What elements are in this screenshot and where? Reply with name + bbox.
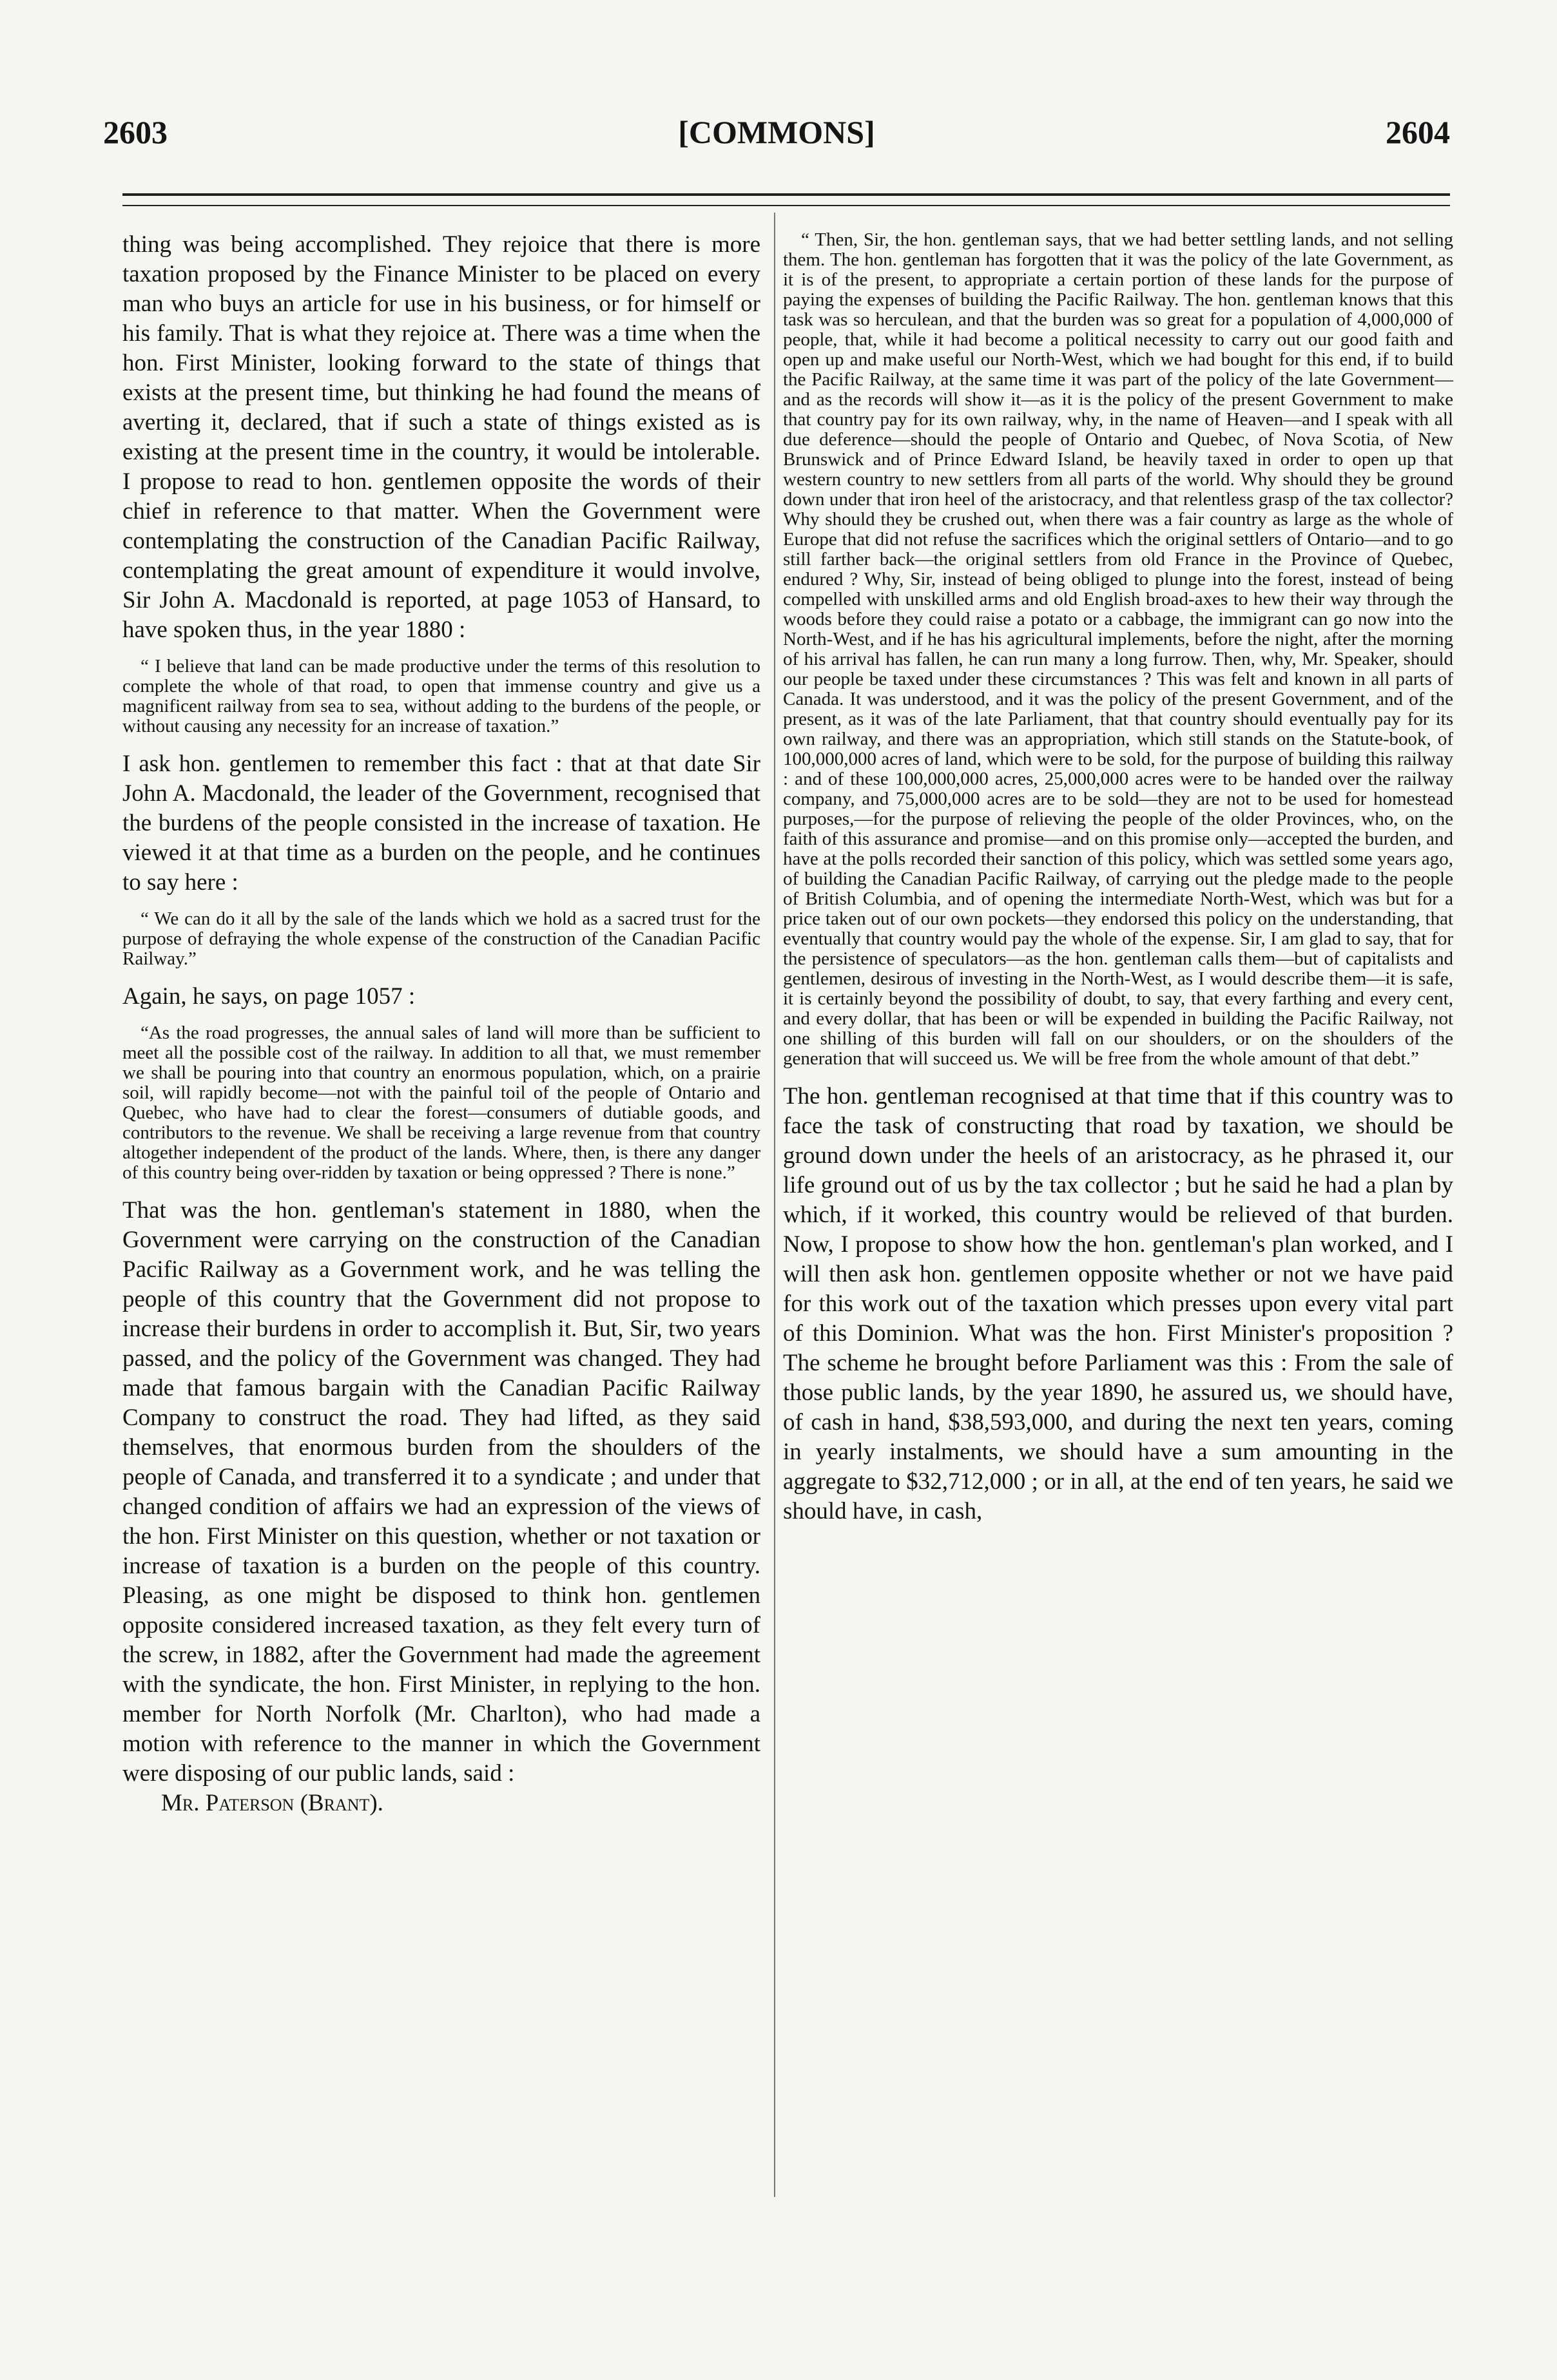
left-column — [122, 230, 760, 1818]
right-quote-1: “ Then, Sir, the hon. gentleman says, that we had better settling lands, and not selling them. The hon. gentleman has forgotten that it was the policy of the late Government, as it is of the present, to appropriate a certain portion of these lands for the purpose of paying the expenses of building the Pacific Railway. The hon. gentleman knows that this task was so herculean, and that the burden was so great for a population of 4,000,000 of people, that, while it had become a political necessity to carry out our good faith and open up and make useful our North-West, which we had bought for this end, if to build the Pacific Railway, at the same time it was part of the policy of the late Government—and as the records will show it—as it is the policy of the present Government to make that country pay for its own railway, why, in the name of Heaven—and I speak with all due deference—should the people of Ontario and Quebec, of Nova Scotia, of New Brunswick and of Prince Edward Island, be heavily taxed in order to open up that western country to new settlers from all parts of the world. Why should they be ground down under that iron heel of the aristocracy, and that relentless grasp of the tax collector? Why should they be crushed out, when there was a fair country as large as the whole of Europe that did not refuse the sacrifices which the original settlers of Ontario—and to go still farther back—the original settlers from old France in the Province of Quebec, endured ? Why, Sir, instead of being obliged to plunge into the forest, instead of being compelled with unskilled arms and old English broad-axes to hew their way through the woods before they could raise a potato or a cabbage, the immigrant can go now into the North-West, and if he has his agricultural implements, before the night, after the morning of his arrival has fallen, he can run many a long furrow. Then, why, Mr. Speaker, should our people be taxed under these circumstances ? This was felt and known in all parts of Canada. It was understood, and it was the policy of the present Government, and of the present, as it was of the late Parliament, that that country should eventually pay for its own railway, and there was an appropriation, which still stands on the Statute-book, of 100,000,000 acres of land, which were to be sold, for the purpose of building this railway : and of these 100,000,000 acres, 25,000,000 acres were to be handed over the railway company, and 75,000,000 acres are to be sold—they are not to be used for homestead purposes,—for the purpose of relieving the people of the older Provinces, who, on the faith of this assurance and promise—and on this promise only—accepted the burden, and have at the polls recorded their sanction of this policy, which was settled some years ago, of building the Canadian Pacific Railway, of carrying out the pledge made to the people of British Columbia, and of opening the intermediate North-West, which was but for a price taken out of our own pockets—they endorsed this policy on the understanding, that eventually that country would pay the whole of the expense. Sir, I am glad to say, that for the persistence of speculators—as the hon. gentleman calls them—but of capitalists and gentlemen, desirous of investing in the North-West, as I would describe them—it is safe, it is certainly beyond the possibility of doubt, to say, that every farthing and every cent, and every dollar, that has been or will be expended in building the Pacific Railway, not one shilling of this burden will fall on our shoulders, or on the shoulders of the generation that will succeed us. We will be free from the whole amount of that debt.” — [783, 229, 1453, 1069]
header-title: [COMMONS] — [678, 114, 875, 150]
left-paragraph-3: Again, he says, on page 1057 : — [122, 983, 416, 1010]
left-quote-3: “As the road progresses, the annual sales of land will more than be sufficient to meet all the possible cost of the railway. In addition to all that, we must remember we shall be pouring into that country an enormous population, which, on a prairie soil, will rapidly become—not with the painful toil of the people of Ontario and Quebec, who have had to clear the forest—consumers of dutiable goods, and contributors to the revenue. We shall be receiving a large revenue from that country altogether independent of the product of the lands. Where, then, is there any danger of this country being over-ridden by taxation or being oppressed ? There is none.” — [122, 1022, 760, 1183]
left-paragraph-2: I ask hon. gentlemen to remember this fact : that at that date Sir John A. Macdonald, the leader of the Government, recognised that the burdens of the people consisted in the increase of taxation. He viewed it at that time as a burden on the people, and he continues to say here : — [122, 751, 760, 896]
right-column — [783, 230, 1453, 1526]
left-paragraph-1: thing was being accomplished. They rejoice that there is more taxation proposed by the Finance Minister to be placed on every man who buys an article for use in his business, or for himself or his family. That is what they rejoice at. There was a time when the hon. First Minister, looking forward to the state of things that exists at the present time, but thinking he had found the means of averting it, declared, that if such a state of things existed as is existing at the present time in the country, it would be intolerable. I propose to read to hon. gentlemen opposite the words of their chief in reference to that matter. When the Government were contemplating the construction of the Canadian Pacific Railway, contemplating the great amount of expenditure it would involve, Sir John A. Macdonald is reported, at page 1053 of Hansard, to have spoken thus, in the year 1880 : — [122, 231, 760, 643]
speaker-name: Mr. Paterson (Brant). — [161, 1790, 383, 1816]
left-quote-2: “ We can do it all by the sale of the lands which we hold as a sacred trust for the purpose of defraying the whole expense of the construction of the Canadian Pacific Railway.” — [122, 908, 760, 969]
page-number-left: 2603 — [103, 114, 168, 150]
left-quote-1: “ I believe that land can be made productive under the terms of this resolution to complete the whole of that road, to open that immense country and give us a magnificent railway from sea to sea, without adding to the burdens of the people, or without causing any necessity for an increase of taxation.” — [122, 656, 760, 736]
header-rule-thin — [122, 205, 1450, 206]
header-rule-thick — [122, 193, 1450, 196]
page-number-right: 2604 — [1386, 114, 1450, 150]
column-divider — [774, 213, 775, 2197]
left-paragraph-4: That was the hon. gentleman's statement in 1880, when the Government were carrying on the construction of the Canadian Pacific Railway as a Government work, and he was telling the people of this country that the Government did not propose to increase their burdens in order to accomplish it. But, Sir, two years passed, and the policy of the Government was changed. They had made that famous bargain with the Canadian Pacific Railway Company to construct the road. They had lifted, as they said themselves, that enormous burden from the shoulders of the people of Canada, and transferred it to a syndicate ; and under that changed condition of affairs we had an expression of the views of the hon. First Minister on this question, whether or not taxation or increase of taxation is a burden on the people of this country. Pleasing, as one might be disposed to think hon. gentlemen opposite considered increased taxation, as they felt every turn of the screw, in 1882, after the Government had made the agreement with the syndicate, the hon. First Minister, in replying to the hon. member for North Norfolk (Mr. Charlton), who had made a motion with reference to the manner in which the Government were disposing of our public lands, said : — [122, 1197, 760, 1787]
page-header — [103, 113, 1450, 158]
right-paragraph-1: The hon. gentleman recognised at that time that if this country was to face the task of constructing that road by taxation, we should be ground down under the heels of an aristocracy, as he phrased it, our life ground out of us by the tax collector ; but he said he had a plan by which, if it worked, this country would be relieved of that burden. Now, I propose to show how the hon. gentleman's plan worked, and I will then ask hon. gentlemen opposite whether or not we have paid for this work out of the taxation which presses upon every vital part of this Dominion. What was the hon. First Minister's proposition ? The scheme he brought before Parliament was this : From the sale of those public lands, by the year 1890, he assured us, we should have, of cash in hand, $38,593,000, and during the next ten years, coming in yearly instalments, we should have a sum amounting in the aggregate to $32,712,000 ; or in all, at the end of ten years, he said we should have, in cash, — [783, 1083, 1453, 1524]
